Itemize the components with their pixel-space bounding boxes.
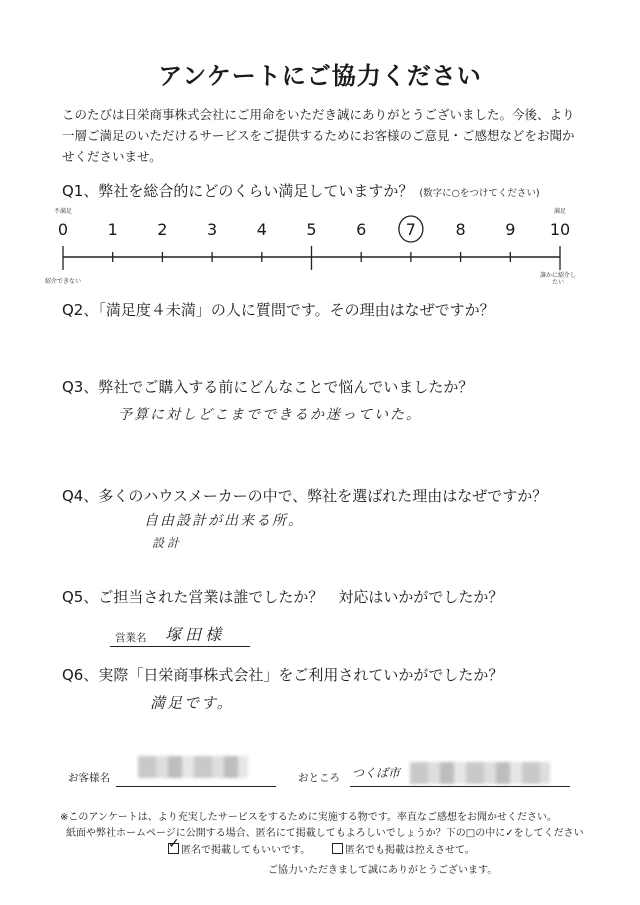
customer-name-redacted	[138, 756, 248, 778]
scale-number-4[interactable]: 4	[256, 220, 267, 239]
scale-number-9[interactable]: 9	[505, 220, 516, 239]
customer-name-underline	[116, 786, 276, 787]
address-redacted	[410, 762, 550, 784]
publish-ok-option[interactable]	[168, 836, 311, 856]
publish-ng-label: 匿名でも掲載は控えさせて。	[345, 845, 475, 856]
q4-answer: 自由設計が出来る所。	[144, 513, 304, 529]
footer-note-2: 紙面や弊社ホームページに公開する場合、匿名にて掲載してもよろしいでしょうか？下の□の中に✓をしてください	[66, 828, 584, 839]
scale-number-10[interactable]: 10	[549, 220, 571, 239]
q5-question: Q5、ご担当された営業は誰でしたか？ 対応はいかがでしたか？	[62, 588, 504, 606]
q1-note: (数字に○をつけてください)	[419, 188, 540, 199]
check-mark-icon: ✓	[168, 836, 180, 852]
publish-ng-option[interactable]	[332, 841, 475, 856]
q3-answer: 予算に対しどこまでできるか迷っていた。	[118, 407, 422, 423]
address-value: つくば市	[352, 766, 401, 780]
scale-number-0[interactable]: 0	[57, 220, 69, 239]
scale-number-6[interactable]: 6	[356, 220, 367, 239]
scale-number-2[interactable]: 2	[157, 220, 168, 239]
address-underline	[350, 786, 570, 787]
scale-number-3[interactable]: 3	[207, 220, 218, 239]
footer-note-1: ※このアンケートは、より充実したサービスをするために実施する物です。率直なご感想をお聞かせください。	[60, 812, 557, 823]
scale-number-7[interactable]: 7	[405, 220, 416, 239]
address-label: おところ	[298, 772, 340, 784]
q6-answer: 満足です。	[150, 694, 234, 712]
scale-number-1[interactable]: 1	[107, 220, 118, 239]
publish-ng-checkbox[interactable]	[332, 843, 343, 854]
q4-answer-correction: 設計	[152, 536, 183, 550]
q3-question: Q3、弊社でご購入する前にどんなことで悩んでいましたか？	[62, 378, 474, 396]
publish-ok-checkbox[interactable]	[168, 836, 180, 854]
scale-right-bottom: 誰かに紹介したい	[539, 272, 576, 286]
scale-left-top: 不満足	[53, 208, 72, 215]
q2-question: Q2、「満足度４未満」の人に質問です。その理由はなぜですか？	[62, 301, 495, 319]
scale-number-5[interactable]: 5	[306, 220, 317, 239]
survey-title: アンケートにご協力ください	[158, 62, 482, 90]
q4-question: Q4、多くのハウスメーカーの中で、弊社を選ばれた理由はなぜですか？	[62, 487, 548, 505]
scale-left-bottom: 紹介できない	[44, 278, 81, 285]
publish-ok-label: 匿名で掲載してもいいです。	[181, 845, 311, 856]
thanks-text: ご協力いただきまして誠にありがとうございます。	[268, 865, 498, 876]
intro-text: このたびは日栄商事株式会社にご用命をいただき誠にありがとうございました。今後、より一層ご満足のいただけるサービスをご提供するためにお客様のご意見・ご感想などをお聞かせくださいませ。	[62, 107, 575, 164]
sales-name: 塚田様	[165, 625, 226, 644]
scale-ticks	[63, 246, 560, 270]
selection-circle	[399, 216, 423, 242]
sales-label: 営業名	[115, 632, 147, 644]
scale-right-top: 満足	[553, 208, 566, 215]
customer-name-label: お客様名	[68, 772, 110, 784]
q1-question	[62, 180, 540, 201]
q1-label: Q1、弊社を総合的にどのくらい満足していますか？	[62, 182, 414, 200]
q6-question: Q6、実際「日栄商事株式会社」をご利用されていかがでしたか？	[62, 666, 504, 684]
scale-number-8[interactable]: 8	[455, 220, 466, 239]
satisfaction-scale	[0, 200, 640, 280]
sales-underline	[110, 646, 250, 647]
